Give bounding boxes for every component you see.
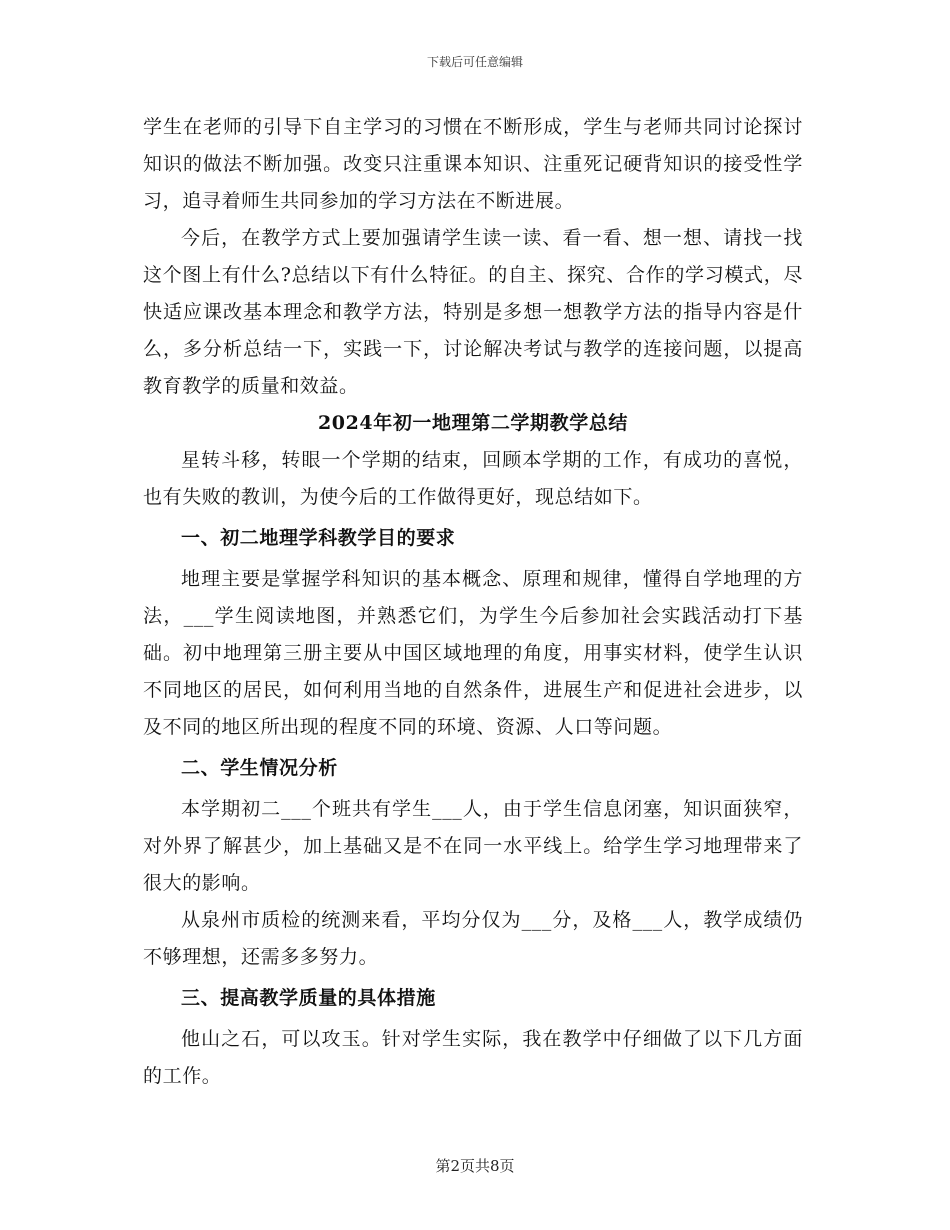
page-header: 下载后可任意编辑 [426,55,523,69]
paragraph-learning-habits: 学生在老师的引导下自主学习的习惯在不断形成，学生与老师共同讨论探讨知识的做法不断加强。改变只注重课本知识、注重死记硬背知识的接受性学习，追寻着师生共同参加的学习方法在不断进展。 [143,116,803,212]
section-heading-student-analysis: 二、学生情况分析 [181,757,338,779]
section-heading-measures: 三、提高教学质量的具体措施 [181,987,436,1009]
paragraph-teaching-goals: 地理主要是掌握学科知识的基本概念、原理和规律，懂得自学地理的方法，___学生阅读地图，并熟悉它们，为学生今后参加社会实践活动打下基础。初中地理第三册主要从中国区域地理的角度，用事实材料，使学生认识不同地区的居民，如何利用当地的自然条件，进展生产和促进社会进步，以及不同的地区所出现的程度不同的环境、资源、人口等问题。 [143,568,803,738]
document-body [143,109,803,1095]
paragraph-measures: 他山之石，可以攻玉。针对学生实际，我在教学中仔细做了以下几方面的工作。 [143,1028,803,1087]
paragraph-exam-results: 从泉州市质检的统测来看，平均分仅为___分，及格___人，教学成绩仍不够理想，还需多多努力。 [143,909,803,968]
paragraph-student-situation: 本学期初二___个班共有学生___人，由于学生信息闭塞，知识面狭窄，对外界了解甚少，加上基础又是不在同一水平线上。给学生学习地理带来了很大的影响。 [143,798,803,894]
document-title: 2024年初一地理第二学期教学总结 [317,412,629,434]
section-heading-teaching-goals: 一、初二地理学科教学目的要求 [181,527,456,549]
paragraph-future-plans: 今后，在教学方式上要加强请学生读一读、看一看、想一想、请找一找这个图上有什么?总结以下有什么特征。的自主、探究、合作的学习模式，尽快适应课改基本理念和教学方法，特别是多想一想教学方法的指导内容是什么，多分析总结一下，实践一下，讨论解决考试与教学的连接问题，以提高教育教学的质量和效益。 [143,227,803,397]
page-number: 第2页共8页 [435,1157,515,1175]
paragraph-introduction: 星转斗移，转眼一个学期的结束，回顾本学期的工作，有成功的喜悦，也有失败的教训，为使今后的工作做得更好，现总结如下。 [143,449,803,508]
